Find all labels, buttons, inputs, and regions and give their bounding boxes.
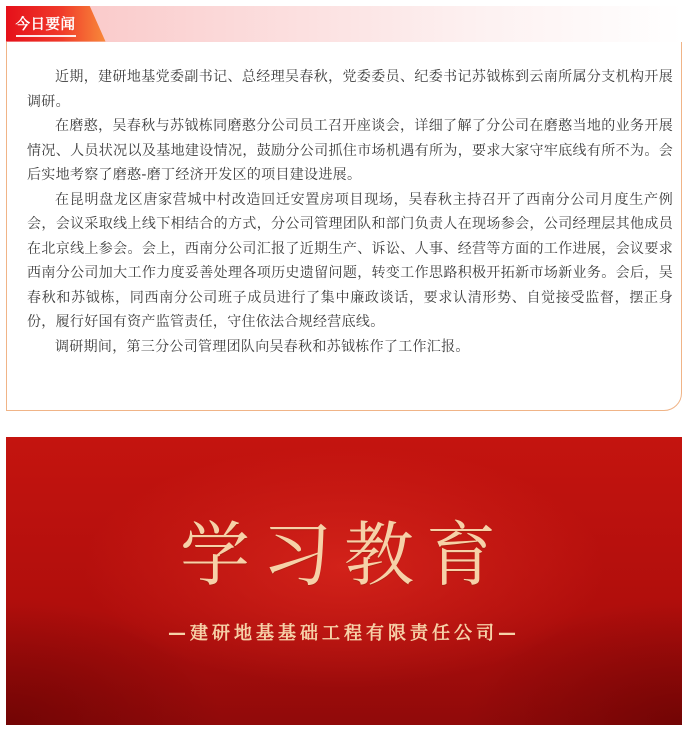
banner-subtitle: —建研地基基础工程有限责任公司— [168, 623, 520, 644]
news-paragraph-2: 在磨憨，吴春秋与苏钺栋同磨憨分公司员工召开座谈会，详细了解了分公司在磨憨当地的业务开展情况、人员状况以及基地建设情况，鼓励分公司抓住市场机遇有所为，要求大家守牢底线有所不为。会后实地考察了磨憨-磨丁经济开发区的项目建设进展。 [27, 118, 673, 183]
study-education-banner [6, 437, 682, 725]
news-tag-label: 今日要闻 [16, 13, 76, 34]
news-paragraph-3: 在昆明盘龙区唐家营城中村改造回迁安置房项目现场，吴春秋主持召开了西南分公司月度生产例会，会议采取线上线下相结合的方式，分公司管理团队和部门负责人在现场参会，公司经理层其他成员在北京线上参会。会上，西南分公司汇报了近期生产、诉讼、人事、经营等方面的工作进展，会议要求西南分公司加大工作力度妥善处理各项历史遗留问题，转变工作思路积极开拓新市场新业务。会后，吴春秋和苏钺栋，同西南分公司班子成员进行了集中廉政谈话，要求认清形势、自觉接受监督，摆正身份，履行好国有资产监管责任，守住依法合规经营底线。 [27, 191, 673, 330]
news-card [6, 6, 682, 411]
banner-title: 学习教育 [180, 514, 508, 596]
news-article [27, 65, 673, 359]
news-paragraph-4: 调研期间，第三分公司管理团队向吴春秋和苏钺栋作了工作汇报。 [55, 338, 470, 355]
news-header-bar [6, 6, 683, 42]
news-paragraph-1: 近期，建研地基党委副书记、总经理吴春秋，党委委员、纪委书记苏钺栋到云南所属分支机构开展调研。 [27, 69, 673, 110]
